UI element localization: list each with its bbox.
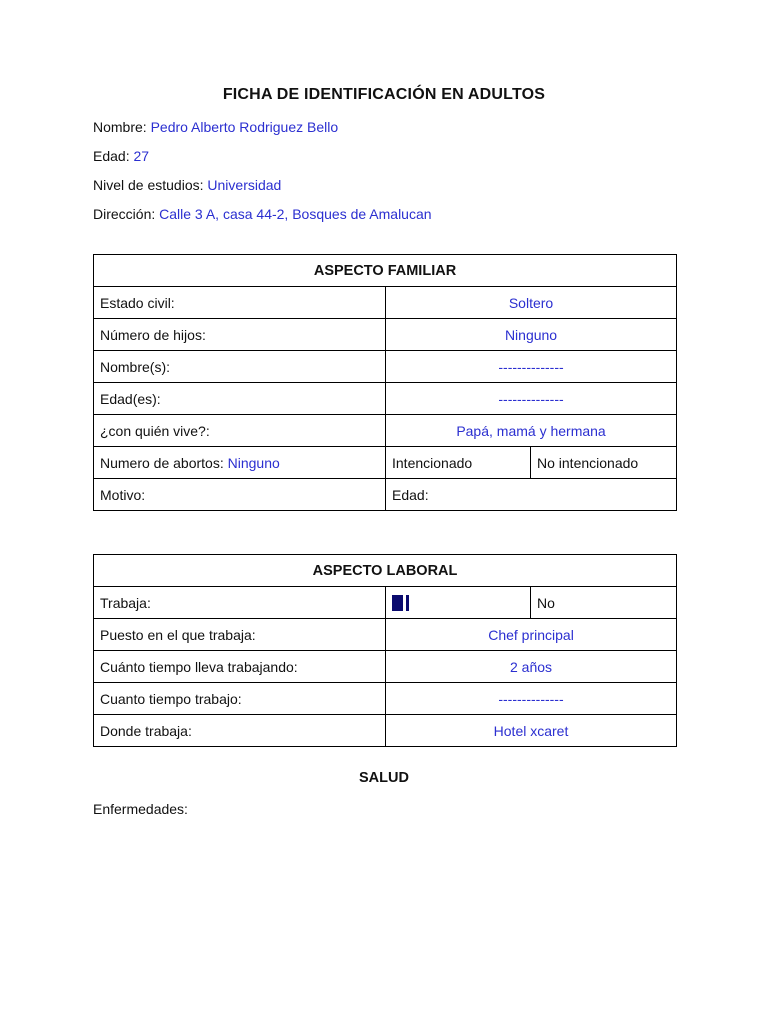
enfermedades-label: Enfermedades: xyxy=(93,801,188,817)
nombre-value: Pedro Alberto Rodriguez Bello xyxy=(150,119,339,135)
direccion-field xyxy=(93,204,432,224)
nombres-value: -------------- xyxy=(386,351,677,383)
puesto-label: Puesto en el que trabaja: xyxy=(94,619,386,651)
no-intencionado-label: No intencionado xyxy=(531,447,677,479)
tiempo-trabajando-value: 2 años xyxy=(386,651,677,683)
table-row xyxy=(94,587,677,619)
tiempo-trabajo-label: Cuanto tiempo trabajo: xyxy=(94,683,386,715)
edades-label: Edad(es): xyxy=(94,383,386,415)
edades-value: -------------- xyxy=(386,383,677,415)
donde-label: Donde trabaja: xyxy=(94,715,386,747)
table-row xyxy=(94,619,677,651)
familiar-table xyxy=(93,254,677,511)
estado-civil-label: Estado civil: xyxy=(94,287,386,319)
tiempo-trabajo-value: -------------- xyxy=(386,683,677,715)
estado-civil-value: Soltero xyxy=(386,287,677,319)
direccion-label: Dirección: xyxy=(93,206,156,222)
abortos-cell xyxy=(94,447,386,479)
laboral-heading: ASPECTO LABORAL xyxy=(94,555,677,587)
document-title: FICHA DE IDENTIFICACIÓN EN ADULTOS xyxy=(222,86,546,103)
estudios-label: Nivel de estudios: xyxy=(93,177,204,193)
table-row xyxy=(94,319,677,351)
donde-value: Hotel xcaret xyxy=(386,715,677,747)
table-row xyxy=(94,383,677,415)
table-row xyxy=(94,715,677,747)
puesto-value: Chef principal xyxy=(386,619,677,651)
edad-field xyxy=(93,146,149,166)
enfermedades-field xyxy=(93,799,188,819)
table-row xyxy=(94,415,677,447)
checked-box-icon[interactable] xyxy=(392,595,406,611)
laboral-table xyxy=(93,554,677,747)
table-row xyxy=(94,479,677,511)
num-hijos-value: Ninguno xyxy=(386,319,677,351)
nombre-field xyxy=(93,117,338,137)
tiempo-trabajando-label: Cuánto tiempo lleva trabajando: xyxy=(94,651,386,683)
estudios-value: Universidad xyxy=(207,177,282,193)
table-row xyxy=(94,255,677,287)
nombres-label: Nombre(s): xyxy=(94,351,386,383)
trabaja-no-label[interactable]: No xyxy=(531,587,677,619)
abortos-value: Ninguno xyxy=(227,454,280,471)
intencionado-label: Intencionado xyxy=(386,447,531,479)
table-row xyxy=(94,683,677,715)
abortos-label: Numero de abortos: xyxy=(100,454,224,471)
table-row xyxy=(94,447,677,479)
table-row xyxy=(94,351,677,383)
nombre-label: Nombre: xyxy=(93,119,147,135)
edad-value: 27 xyxy=(133,148,150,164)
estudios-field xyxy=(93,175,281,195)
vive-con-label: ¿con quién vive?: xyxy=(94,415,386,447)
direccion-value: Calle 3 A, casa 44-2, Bosques de Amalucan xyxy=(159,206,432,222)
familiar-edad-label: Edad: xyxy=(386,479,677,511)
num-hijos-label: Número de hijos: xyxy=(94,319,386,351)
edad-label: Edad: xyxy=(93,148,130,164)
table-row xyxy=(94,555,677,587)
motivo-label: Motivo: xyxy=(94,479,386,511)
familiar-heading: ASPECTO FAMILIAR xyxy=(94,255,677,287)
table-row xyxy=(94,651,677,683)
trabaja-label: Trabaja: xyxy=(94,587,386,619)
salud-heading: SALUD xyxy=(359,770,409,786)
table-row xyxy=(94,287,677,319)
vive-con-value: Papá, mamá y hermana xyxy=(386,415,677,447)
trabaja-yes-cell[interactable] xyxy=(386,587,531,619)
